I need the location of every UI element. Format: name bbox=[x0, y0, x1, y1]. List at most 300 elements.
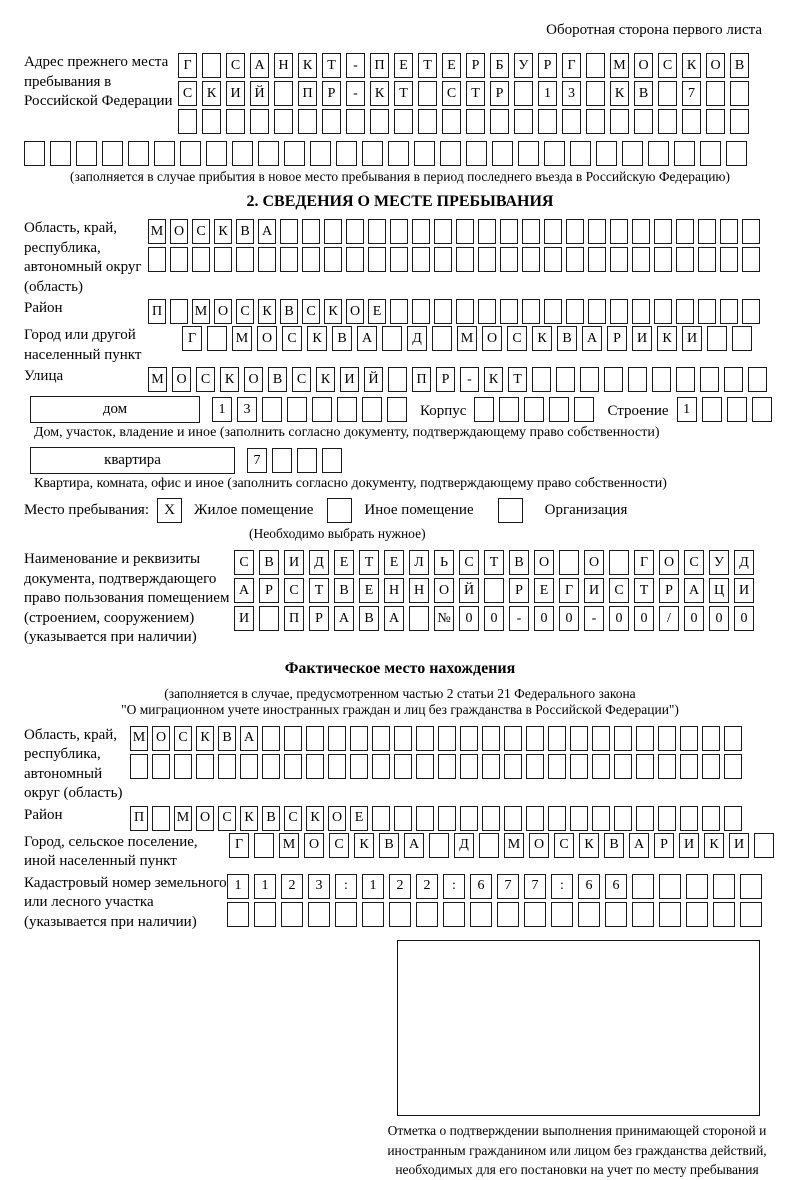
char-cell[interactable] bbox=[310, 141, 331, 166]
char-cell[interactable]: К bbox=[704, 833, 724, 858]
char-cell[interactable]: Д bbox=[309, 550, 329, 575]
char-cell[interactable] bbox=[328, 726, 346, 751]
char-cell[interactable] bbox=[544, 219, 562, 244]
char-cell[interactable]: П bbox=[130, 806, 148, 831]
char-cell[interactable]: Р bbox=[659, 578, 679, 603]
char-cell[interactable] bbox=[544, 141, 565, 166]
char-cell[interactable] bbox=[178, 109, 197, 134]
char-cell[interactable]: А bbox=[357, 326, 377, 351]
char-cell[interactable] bbox=[556, 367, 575, 392]
char-cell[interactable] bbox=[368, 219, 386, 244]
char-cell[interactable] bbox=[324, 247, 342, 272]
char-cell[interactable]: И bbox=[226, 81, 245, 106]
char-cell[interactable]: С bbox=[236, 299, 254, 324]
char-cell[interactable] bbox=[287, 397, 307, 422]
char-cell[interactable] bbox=[202, 53, 221, 78]
char-cell[interactable] bbox=[346, 219, 364, 244]
char-cell[interactable]: - bbox=[346, 81, 365, 106]
char-cell[interactable]: С bbox=[442, 81, 461, 106]
char-cell[interactable] bbox=[456, 247, 474, 272]
char-cell[interactable]: Т bbox=[484, 550, 504, 575]
char-cell[interactable] bbox=[702, 726, 720, 751]
char-cell[interactable] bbox=[526, 754, 544, 779]
char-cell[interactable] bbox=[742, 299, 760, 324]
char-cell[interactable] bbox=[281, 902, 303, 927]
char-cell[interactable] bbox=[432, 326, 452, 351]
char-cell[interactable] bbox=[479, 833, 499, 858]
char-cell[interactable] bbox=[700, 367, 719, 392]
char-cell[interactable] bbox=[412, 219, 430, 244]
char-cell[interactable] bbox=[700, 141, 721, 166]
char-cell[interactable] bbox=[346, 109, 365, 134]
char-cell[interactable]: М bbox=[279, 833, 299, 858]
char-cell[interactable]: М bbox=[148, 219, 166, 244]
char-cell[interactable] bbox=[648, 141, 669, 166]
char-cell[interactable] bbox=[524, 397, 544, 422]
char-cell[interactable] bbox=[412, 299, 430, 324]
char-cell[interactable]: Т bbox=[322, 53, 341, 78]
char-cell[interactable] bbox=[614, 754, 632, 779]
char-cell[interactable] bbox=[578, 902, 600, 927]
char-cell[interactable] bbox=[713, 902, 735, 927]
char-cell[interactable] bbox=[328, 754, 346, 779]
char-cell[interactable] bbox=[562, 109, 581, 134]
char-cell[interactable] bbox=[272, 448, 292, 473]
char-cell[interactable]: Т bbox=[394, 81, 413, 106]
char-cell[interactable]: С bbox=[234, 550, 254, 575]
char-cell[interactable] bbox=[409, 606, 429, 631]
char-cell[interactable] bbox=[570, 726, 588, 751]
char-cell[interactable] bbox=[442, 109, 461, 134]
char-cell[interactable]: М bbox=[130, 726, 148, 751]
char-cell[interactable]: 1 bbox=[227, 874, 249, 899]
char-cell[interactable]: К bbox=[370, 81, 389, 106]
char-cell[interactable] bbox=[588, 299, 606, 324]
char-cell[interactable]: К bbox=[196, 726, 214, 751]
char-cell[interactable] bbox=[236, 247, 254, 272]
char-cell[interactable] bbox=[394, 109, 413, 134]
char-cell[interactable] bbox=[170, 247, 188, 272]
char-cell[interactable] bbox=[250, 109, 269, 134]
char-cell[interactable]: К bbox=[354, 833, 374, 858]
char-cell[interactable]: 0 bbox=[609, 606, 629, 631]
char-cell[interactable]: 6 bbox=[605, 874, 627, 899]
char-cell[interactable] bbox=[50, 141, 71, 166]
char-cell[interactable] bbox=[128, 141, 149, 166]
char-cell[interactable] bbox=[350, 754, 368, 779]
char-cell[interactable] bbox=[207, 326, 227, 351]
char-cell[interactable]: 2 bbox=[389, 874, 411, 899]
char-cell[interactable]: С bbox=[284, 578, 304, 603]
char-cell[interactable] bbox=[394, 806, 412, 831]
char-cell[interactable]: 3 bbox=[237, 397, 257, 422]
char-cell[interactable] bbox=[297, 448, 317, 473]
char-cell[interactable]: А bbox=[334, 606, 354, 631]
char-cell[interactable]: Е bbox=[334, 550, 354, 575]
char-cell[interactable] bbox=[636, 806, 654, 831]
char-cell[interactable]: С bbox=[178, 81, 197, 106]
char-cell[interactable] bbox=[394, 726, 412, 751]
char-cell[interactable] bbox=[362, 902, 384, 927]
char-cell[interactable]: Е bbox=[384, 550, 404, 575]
char-cell[interactable]: Е bbox=[442, 53, 461, 78]
char-cell[interactable] bbox=[634, 109, 653, 134]
char-cell[interactable]: И bbox=[584, 578, 604, 603]
char-cell[interactable] bbox=[730, 109, 749, 134]
char-cell[interactable] bbox=[336, 141, 357, 166]
char-cell[interactable] bbox=[676, 367, 695, 392]
char-cell[interactable] bbox=[372, 726, 390, 751]
char-cell[interactable] bbox=[524, 902, 546, 927]
char-cell[interactable] bbox=[259, 606, 279, 631]
char-cell[interactable] bbox=[702, 397, 722, 422]
char-cell[interactable]: К bbox=[306, 806, 324, 831]
char-cell[interactable]: - bbox=[346, 53, 365, 78]
char-cell[interactable] bbox=[346, 247, 364, 272]
char-cell[interactable] bbox=[614, 806, 632, 831]
char-cell[interactable]: К bbox=[682, 53, 701, 78]
char-cell[interactable] bbox=[727, 397, 747, 422]
char-cell[interactable] bbox=[702, 754, 720, 779]
char-cell[interactable] bbox=[466, 109, 485, 134]
char-cell[interactable] bbox=[368, 247, 386, 272]
char-cell[interactable] bbox=[680, 806, 698, 831]
char-cell[interactable]: 0 bbox=[534, 606, 554, 631]
char-cell[interactable]: 2 bbox=[281, 874, 303, 899]
char-cell[interactable] bbox=[724, 754, 742, 779]
char-cell[interactable] bbox=[707, 326, 727, 351]
char-cell[interactable]: 3 bbox=[562, 81, 581, 106]
char-cell[interactable]: Р bbox=[654, 833, 674, 858]
char-cell[interactable] bbox=[570, 141, 591, 166]
char-cell[interactable]: 7 bbox=[524, 874, 546, 899]
char-cell[interactable] bbox=[724, 367, 743, 392]
char-cell[interactable] bbox=[658, 806, 676, 831]
char-cell[interactable] bbox=[549, 397, 569, 422]
char-cell[interactable]: 3 bbox=[308, 874, 330, 899]
char-cell[interactable]: Р bbox=[509, 578, 529, 603]
char-cell[interactable] bbox=[388, 141, 409, 166]
char-cell[interactable]: Г bbox=[562, 53, 581, 78]
char-cell[interactable] bbox=[226, 109, 245, 134]
char-cell[interactable]: О bbox=[706, 53, 725, 78]
char-cell[interactable]: В bbox=[236, 219, 254, 244]
char-cell[interactable] bbox=[196, 754, 214, 779]
char-cell[interactable] bbox=[170, 299, 188, 324]
char-cell[interactable]: Й bbox=[364, 367, 383, 392]
char-cell[interactable]: В bbox=[634, 81, 653, 106]
char-cell[interactable] bbox=[470, 902, 492, 927]
char-cell[interactable]: С bbox=[282, 326, 302, 351]
char-cell[interactable] bbox=[174, 754, 192, 779]
char-cell[interactable] bbox=[438, 726, 456, 751]
char-cell[interactable]: В bbox=[604, 833, 624, 858]
char-cell[interactable] bbox=[254, 902, 276, 927]
char-cell[interactable] bbox=[580, 367, 599, 392]
char-cell[interactable] bbox=[682, 109, 701, 134]
char-cell[interactable] bbox=[544, 247, 562, 272]
char-cell[interactable] bbox=[636, 726, 654, 751]
char-cell[interactable] bbox=[632, 247, 650, 272]
char-cell[interactable] bbox=[434, 247, 452, 272]
char-cell[interactable] bbox=[180, 141, 201, 166]
char-cell[interactable] bbox=[412, 247, 430, 272]
char-cell[interactable] bbox=[302, 219, 320, 244]
char-cell[interactable] bbox=[24, 141, 45, 166]
char-cell[interactable] bbox=[676, 299, 694, 324]
char-cell[interactable] bbox=[676, 247, 694, 272]
char-cell[interactable]: А bbox=[250, 53, 269, 78]
char-cell[interactable] bbox=[258, 141, 279, 166]
char-cell[interactable]: Д bbox=[734, 550, 754, 575]
char-cell[interactable] bbox=[654, 219, 672, 244]
char-cell[interactable] bbox=[416, 726, 434, 751]
char-cell[interactable]: И bbox=[284, 550, 304, 575]
char-cell[interactable]: А bbox=[240, 726, 258, 751]
char-cell[interactable]: К bbox=[484, 367, 503, 392]
char-cell[interactable] bbox=[416, 806, 434, 831]
char-cell[interactable] bbox=[240, 754, 258, 779]
char-cell[interactable] bbox=[478, 219, 496, 244]
char-cell[interactable] bbox=[478, 247, 496, 272]
char-cell[interactable] bbox=[610, 219, 628, 244]
char-cell[interactable]: С bbox=[174, 726, 192, 751]
char-cell[interactable]: Р bbox=[436, 367, 455, 392]
char-cell[interactable] bbox=[532, 367, 551, 392]
char-cell[interactable]: О bbox=[196, 806, 214, 831]
char-cell[interactable] bbox=[720, 299, 738, 324]
char-cell[interactable]: Е bbox=[534, 578, 554, 603]
char-cell[interactable]: 0 bbox=[559, 606, 579, 631]
char-cell[interactable] bbox=[280, 247, 298, 272]
char-cell[interactable]: И bbox=[729, 833, 749, 858]
char-cell[interactable] bbox=[658, 726, 676, 751]
char-cell[interactable]: Л bbox=[409, 550, 429, 575]
char-cell[interactable] bbox=[274, 81, 293, 106]
char-cell[interactable] bbox=[284, 141, 305, 166]
char-cell[interactable] bbox=[514, 81, 533, 106]
char-cell[interactable] bbox=[720, 219, 738, 244]
char-cell[interactable] bbox=[686, 874, 708, 899]
char-cell[interactable]: 7 bbox=[682, 81, 701, 106]
char-cell[interactable] bbox=[698, 219, 716, 244]
char-cell[interactable]: И bbox=[734, 578, 754, 603]
char-cell[interactable] bbox=[499, 397, 519, 422]
char-cell[interactable]: Г bbox=[229, 833, 249, 858]
char-cell[interactable] bbox=[262, 754, 280, 779]
char-cell[interactable] bbox=[548, 806, 566, 831]
char-cell[interactable] bbox=[227, 902, 249, 927]
char-cell[interactable] bbox=[456, 299, 474, 324]
char-cell[interactable]: К bbox=[220, 367, 239, 392]
char-cell[interactable] bbox=[605, 902, 627, 927]
char-cell[interactable]: О bbox=[304, 833, 324, 858]
char-cell[interactable]: В bbox=[280, 299, 298, 324]
char-cell[interactable] bbox=[429, 833, 449, 858]
char-cell[interactable]: : bbox=[443, 874, 465, 899]
char-cell[interactable] bbox=[335, 902, 357, 927]
char-cell[interactable]: Е bbox=[359, 578, 379, 603]
char-cell[interactable]: О bbox=[584, 550, 604, 575]
char-cell[interactable]: М bbox=[610, 53, 629, 78]
char-cell[interactable] bbox=[322, 448, 342, 473]
char-cell[interactable]: № bbox=[434, 606, 454, 631]
char-cell[interactable] bbox=[154, 141, 175, 166]
char-cell[interactable]: К bbox=[214, 219, 232, 244]
char-cell[interactable] bbox=[726, 141, 747, 166]
char-cell[interactable]: 1 bbox=[677, 397, 697, 422]
char-cell[interactable] bbox=[724, 806, 742, 831]
char-cell[interactable] bbox=[713, 874, 735, 899]
char-cell[interactable] bbox=[680, 726, 698, 751]
char-cell[interactable] bbox=[482, 806, 500, 831]
char-cell[interactable]: Р bbox=[322, 81, 341, 106]
char-cell[interactable] bbox=[609, 550, 629, 575]
char-cell[interactable] bbox=[434, 219, 452, 244]
char-cell[interactable]: У bbox=[514, 53, 533, 78]
char-cell[interactable] bbox=[390, 219, 408, 244]
char-cell[interactable]: 1 bbox=[362, 874, 384, 899]
char-cell[interactable]: К bbox=[324, 299, 342, 324]
char-cell[interactable] bbox=[548, 754, 566, 779]
char-cell[interactable]: К bbox=[307, 326, 327, 351]
char-cell[interactable]: Г bbox=[634, 550, 654, 575]
char-cell[interactable] bbox=[632, 219, 650, 244]
char-cell[interactable]: В bbox=[268, 367, 287, 392]
char-cell[interactable]: О bbox=[172, 367, 191, 392]
char-cell[interactable] bbox=[588, 247, 606, 272]
char-cell[interactable] bbox=[514, 109, 533, 134]
char-cell[interactable] bbox=[497, 902, 519, 927]
char-cell[interactable] bbox=[632, 874, 654, 899]
char-cell[interactable]: Р bbox=[607, 326, 627, 351]
char-cell[interactable] bbox=[418, 81, 437, 106]
char-cell[interactable]: О bbox=[214, 299, 232, 324]
char-cell[interactable] bbox=[686, 902, 708, 927]
char-cell[interactable] bbox=[522, 247, 540, 272]
char-cell[interactable]: В bbox=[334, 578, 354, 603]
char-cell[interactable]: С bbox=[329, 833, 349, 858]
char-cell[interactable]: В bbox=[262, 806, 280, 831]
char-cell[interactable]: В bbox=[332, 326, 352, 351]
char-cell[interactable]: К bbox=[610, 81, 629, 106]
char-cell[interactable]: Г bbox=[178, 53, 197, 78]
char-cell[interactable] bbox=[551, 902, 573, 927]
char-cell[interactable]: П bbox=[370, 53, 389, 78]
char-cell[interactable] bbox=[604, 367, 623, 392]
char-cell[interactable] bbox=[478, 299, 496, 324]
char-cell[interactable] bbox=[388, 367, 407, 392]
char-cell[interactable] bbox=[370, 109, 389, 134]
char-cell[interactable] bbox=[350, 726, 368, 751]
char-cell[interactable]: С bbox=[192, 219, 210, 244]
char-cell[interactable]: Т bbox=[309, 578, 329, 603]
char-cell[interactable]: 1 bbox=[538, 81, 557, 106]
char-cell[interactable]: М bbox=[174, 806, 192, 831]
char-cell[interactable]: 0 bbox=[709, 606, 729, 631]
char-cell[interactable]: Т bbox=[466, 81, 485, 106]
char-cell[interactable]: И bbox=[340, 367, 359, 392]
char-cell[interactable] bbox=[706, 109, 725, 134]
char-cell[interactable] bbox=[416, 754, 434, 779]
char-cell[interactable]: О bbox=[434, 578, 454, 603]
char-cell[interactable]: В bbox=[509, 550, 529, 575]
char-cell[interactable]: С bbox=[609, 578, 629, 603]
char-cell[interactable] bbox=[394, 754, 412, 779]
char-cell[interactable] bbox=[280, 219, 298, 244]
char-cell[interactable] bbox=[574, 397, 594, 422]
char-cell[interactable]: С bbox=[218, 806, 236, 831]
char-cell[interactable] bbox=[548, 726, 566, 751]
char-cell[interactable]: О bbox=[534, 550, 554, 575]
char-cell[interactable] bbox=[438, 754, 456, 779]
char-cell[interactable]: Н bbox=[274, 53, 293, 78]
char-cell[interactable]: М bbox=[192, 299, 210, 324]
char-cell[interactable] bbox=[588, 219, 606, 244]
char-cell[interactable] bbox=[526, 806, 544, 831]
char-cell[interactable]: 0 bbox=[459, 606, 479, 631]
char-cell[interactable] bbox=[654, 247, 672, 272]
char-cell[interactable]: К bbox=[579, 833, 599, 858]
char-cell[interactable]: А bbox=[404, 833, 424, 858]
char-cell[interactable]: 1 bbox=[254, 874, 276, 899]
char-cell[interactable]: С bbox=[554, 833, 574, 858]
char-cell[interactable]: - bbox=[509, 606, 529, 631]
char-cell[interactable] bbox=[742, 219, 760, 244]
char-cell[interactable]: Д bbox=[454, 833, 474, 858]
char-cell[interactable] bbox=[592, 726, 610, 751]
char-cell[interactable] bbox=[102, 141, 123, 166]
char-cell[interactable]: С bbox=[226, 53, 245, 78]
char-cell[interactable] bbox=[596, 141, 617, 166]
char-cell[interactable] bbox=[500, 247, 518, 272]
char-cell[interactable]: К bbox=[202, 81, 221, 106]
char-cell[interactable] bbox=[566, 299, 584, 324]
char-cell[interactable]: П bbox=[298, 81, 317, 106]
char-cell[interactable]: Й bbox=[459, 578, 479, 603]
char-cell[interactable]: К bbox=[298, 53, 317, 78]
char-cell[interactable] bbox=[148, 247, 166, 272]
char-cell[interactable]: О bbox=[482, 326, 502, 351]
char-cell[interactable] bbox=[724, 726, 742, 751]
char-cell[interactable] bbox=[706, 81, 725, 106]
char-cell[interactable] bbox=[418, 109, 437, 134]
char-cell[interactable] bbox=[76, 141, 97, 166]
char-cell[interactable]: К bbox=[532, 326, 552, 351]
char-cell[interactable] bbox=[362, 141, 383, 166]
char-cell[interactable] bbox=[610, 299, 628, 324]
char-cell[interactable]: Р bbox=[259, 578, 279, 603]
char-cell[interactable]: 0 bbox=[684, 606, 704, 631]
char-cell[interactable] bbox=[698, 299, 716, 324]
char-cell[interactable]: 0 bbox=[734, 606, 754, 631]
char-cell[interactable] bbox=[302, 247, 320, 272]
char-cell[interactable] bbox=[659, 902, 681, 927]
char-cell[interactable] bbox=[372, 806, 390, 831]
checkbox-organization[interactable] bbox=[498, 498, 523, 523]
char-cell[interactable] bbox=[254, 833, 274, 858]
char-cell[interactable] bbox=[389, 902, 411, 927]
char-cell[interactable]: И bbox=[632, 326, 652, 351]
char-cell[interactable] bbox=[262, 726, 280, 751]
char-cell[interactable] bbox=[559, 550, 579, 575]
char-cell[interactable] bbox=[622, 141, 643, 166]
char-cell[interactable] bbox=[538, 109, 557, 134]
char-cell[interactable] bbox=[659, 874, 681, 899]
char-cell[interactable] bbox=[628, 367, 647, 392]
char-cell[interactable]: С bbox=[658, 53, 677, 78]
char-cell[interactable]: - bbox=[460, 367, 479, 392]
